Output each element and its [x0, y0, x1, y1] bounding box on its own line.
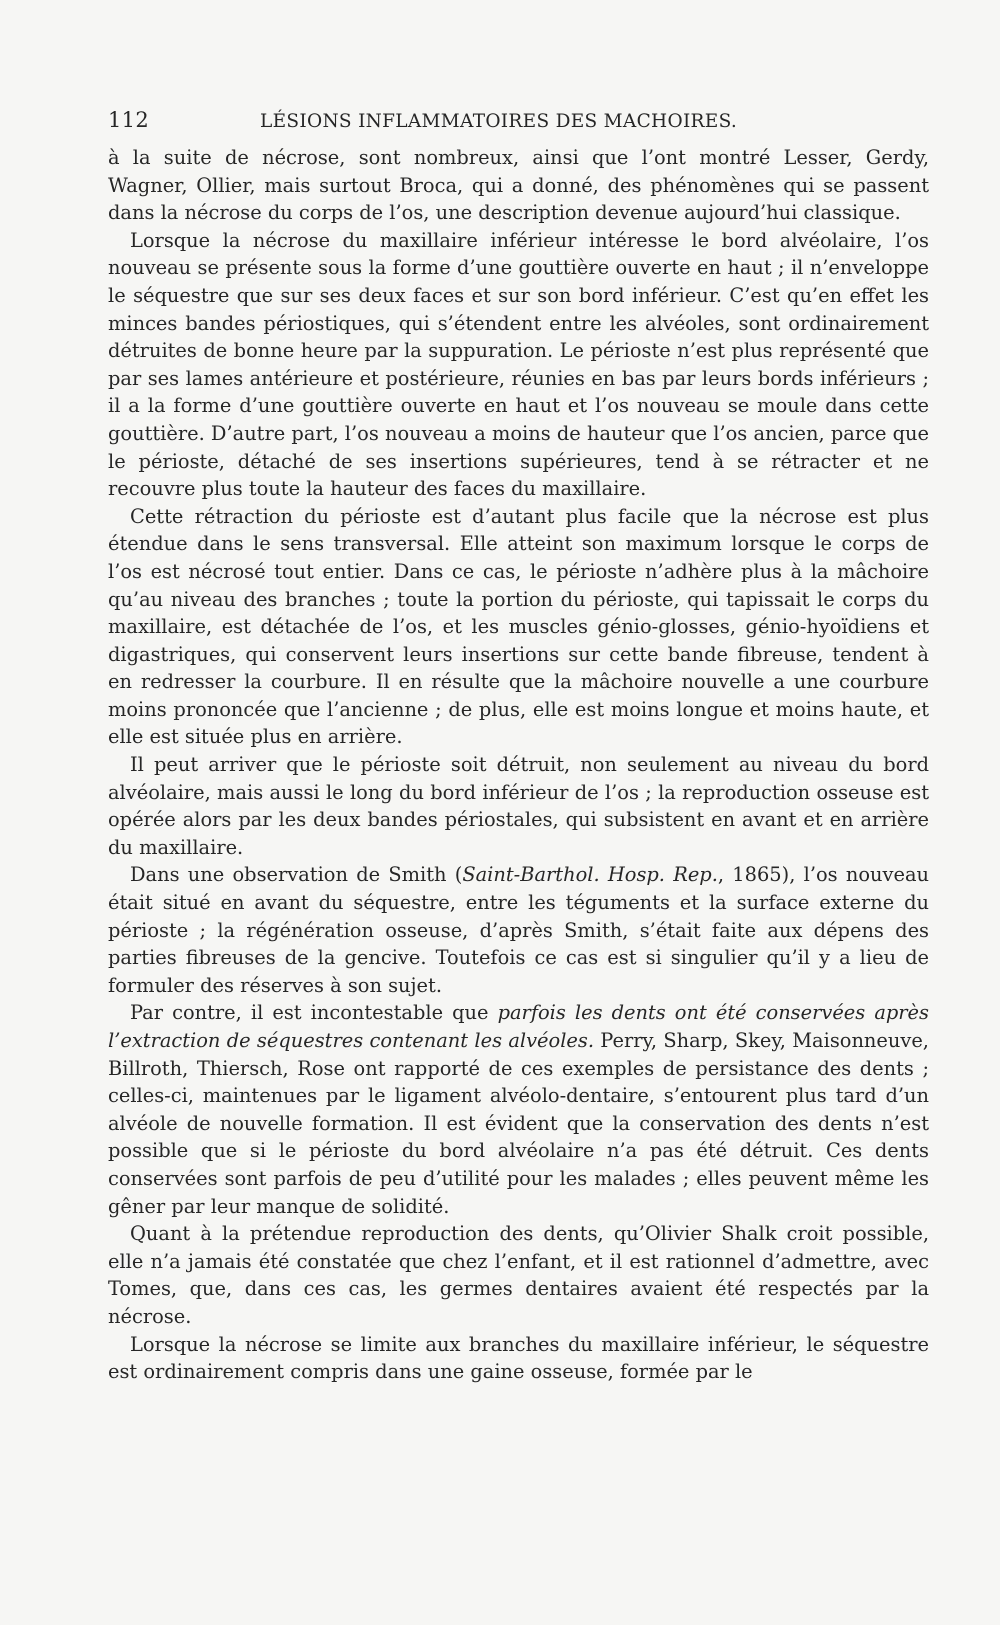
page-number: 112	[108, 108, 149, 132]
paragraph-6-text-start: Par contre, il est incontestable que	[130, 1001, 498, 1025]
emphasized-statement: parfois les dents ont été conservées après l’extraction de séquestres contenant les alvéoles.	[108, 1001, 929, 1052]
paragraph-4: Il peut arriver que le périoste soit détruit, non seulement au niveau du bord alvéolaire, mais aussi le long du bord inférieur de l’os ; la reproduction osseuse est opérée alors par les deux bandes périostales, qui subsistent en avant et en arrière du maxillaire.	[108, 753, 929, 859]
paragraph-3: Cette rétraction du périoste est d’autant plus facile que la nécrose est plus étendue dans le sens transversal. Elle atteint son maximum lorsque le corps de l’os est nécrosé tout entier. Dans ce cas, le périoste n’adhère plus à la mâchoire qu’au niveau des branches ; toute la portion du périoste, qui tapissait le corps du maxillaire, est détachée de l’os, et les muscles génio-glosses, génio-hyoïdiens et digastriques, qui conservent leurs insertions sur cette bande fibreuse, tendent à en redresser la courbure. Il en résulte que la mâchoire nouvelle a une courbure moins prononcée que l’ancienne ; de plus, elle est moins longue et moins haute, et elle est située plus en arrière.	[108, 504, 929, 749]
journal-title-italic: Saint-Barthol. Hosp. Rep.	[462, 863, 718, 887]
paragraph-6-text-end: Perry, Sharp, Skey, Maisonneuve, Billroth, Thiersch, Rose ont rapporté de ces exemples de persistance des dents ; celles-ci, maintenues par le ligament alvéolo-dentaire, s’entourent plus tard d’un alvéole de nouvelle formation. Il est évident que la conservation des dents n’est possible que si le périoste du bord alvéolaire n’a pas été détruit. Ces dents conservées sont parfois de peu d’utilité pour les malades ; elles peuvent même les gêner par leur manque de solidité.	[108, 1029, 929, 1218]
running-title: LÉSIONS INFLAMMATOIRES DES MACHOIRES.	[260, 111, 738, 132]
paragraph-5	[108, 861, 929, 999]
running-header	[108, 108, 929, 144]
paragraph-6	[108, 999, 929, 1220]
paragraph-5-text-end: , 1865), l’os nouveau était situé en avant du séquestre, entre les téguments et la surface externe du périoste ; la régénération osseuse, d’après Smith, s’était faite aux dépens des parties fibreuses de la gencive. Toutefois ce cas est si singulier qu’il y a lieu de formuler des réserves à son sujet.	[108, 863, 929, 997]
paragraph-8: Lorsque la nécrose se limite aux branches du maxillaire inférieur, le séquestre est ordinairement compris dans une gaine osseuse, formée par le	[108, 1332, 929, 1384]
paragraph-5-text-start: Dans une observation de Smith (	[130, 863, 463, 887]
book-page	[108, 108, 929, 1386]
paragraph-7: Quant à la prétendue reproduction des dents, qu’Olivier Shalk croit possible, elle n’a jamais été constatée que chez l’enfant, et il est rationnel d’admettre, avec Tomes, que, dans ces cas, les germes dentaires avaient été respectés par la nécrose.	[108, 1222, 929, 1328]
body-text	[108, 144, 929, 1386]
paragraph-2: Lorsque la nécrose du maxillaire inférieur intéresse le bord alvéolaire, l’os nouveau se présente sous la forme d’une gouttière ouverte en haut ; il n’enveloppe le séquestre que sur ses deux faces et sur son bord inférieur. C’est qu’en effet les minces bandes périostiques, qui s’étendent entre les alvéoles, sont ordinairement détruites de bonne heure par la suppuration. Le périoste n’est plus représenté que par ses lames antérieure et postérieure, réunies en bas par leurs bords inférieurs ; il a la forme d’une gouttière ouverte en haut et l’os nouveau se moule dans cette gouttière. D’autre part, l’os nouveau a moins de hauteur que l’os ancien, parce que le périoste, détaché de ses insertions supérieures, tend à se rétracter et ne recouvre plus toute la hauteur des faces du maxillaire.	[108, 228, 929, 501]
paragraph-1: à la suite de nécrose, sont nombreux, ainsi que l’ont montré Lesser, Gerdy, Wagner, Ollier, mais surtout Broca, qui a donné, des phénomènes qui se passent dans la nécrose du corps de l’os, une description devenue aujourd’hui classique.	[108, 146, 929, 225]
